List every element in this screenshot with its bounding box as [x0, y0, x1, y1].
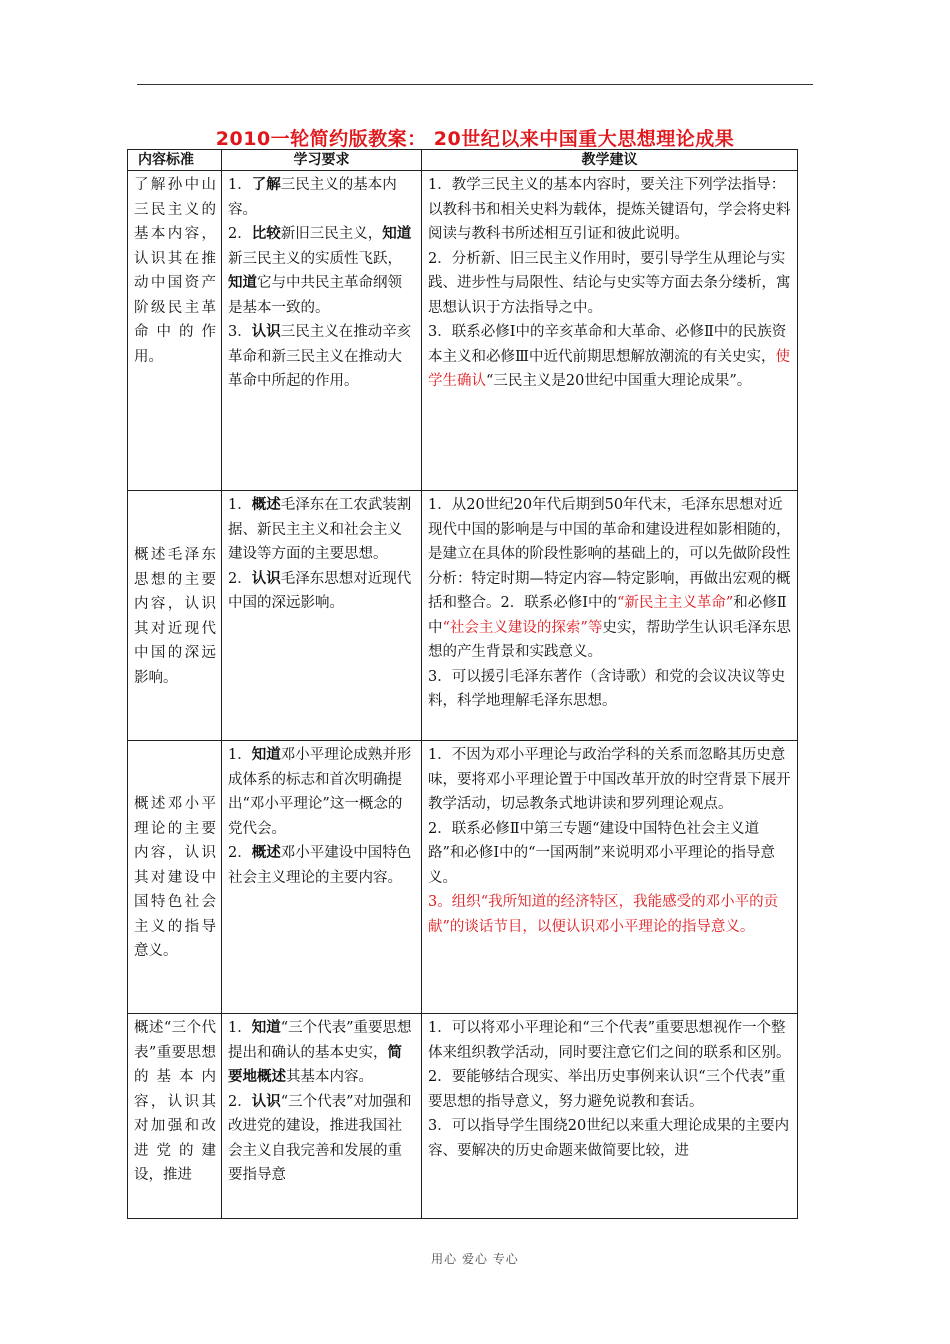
suggestions-cell [422, 741, 798, 1014]
suggestions-cell [422, 1014, 798, 1219]
suggestion-item: 3．可以援引毛泽东著作（含诗歌）和党的会议决议等史料，科学地理解毛泽东思想。 [428, 668, 786, 709]
table-header-row [128, 150, 798, 171]
suggestion-item: 3．可以指导学生围绕20世纪以来重大理论成果的主要内容、要解决的历史命题来做简要比较，进 [428, 1118, 790, 1159]
requirement-item: 1．概述毛泽东在工农武装割据、新民主主义和社会主义建设等方面的主要思想。 [228, 496, 412, 562]
requirement-item: 2．比较新旧三民主义，知道新三民主义的实质性飞跃，知道它与中共民主革命纲领是基本一致的。 [228, 225, 412, 316]
requirement-item: 3．认识三民主义在推动辛亥革命和新三民主义在推动大革命中所起的作用。 [228, 323, 412, 389]
requirements-cell [222, 491, 422, 741]
requirements-cell [222, 171, 422, 491]
suggestion-item: 1．从20世纪20年代后期到50年代末，毛泽东思想对近现代中国的影响是与中国的革命和建设进程如影相随的，是建立在具体的阶段性影响的基础上的，可以先做阶段性分析：特定时期—特定内容—特定影响，再做出宏观的概括和整合。2．联系必修Ⅰ中的“新民主主义革命”和必修Ⅱ中“社会主义建设的探索”等史实，帮助学生认识毛泽东思想的产生背景和实践意义。 [428, 497, 791, 660]
requirement-item: 1．知道“三个代表”重要思想提出和确认的基本史实，简要地概述其基本内容。 [228, 1019, 412, 1085]
table-row [128, 171, 798, 491]
standard-cell: 概述毛泽东思想的主要内容，认识其对近现代中国的深远影响。 [128, 491, 222, 741]
page-title: 2010一轮简约版教案： 20世纪以来中国重大思想理论成果 [215, 128, 735, 150]
requirement-item: 2．认识“三个代表”对加强和改进党的建设，推进我国社会主义自我完善和发展的重要指导意 [228, 1092, 412, 1183]
suggestion-item: 3。组织“我所知道的经济特区，我能感受的邓小平的贡献”的谈话节目，以便认识邓小平理论的指导意义。 [428, 894, 779, 935]
suggestion-item: 2．要能够结合现实、举出历史事例来认识“三个代表”重要思想的指导意义，努力避免说教和套话。 [428, 1069, 786, 1110]
table-row [128, 741, 798, 1014]
suggestion-item: 2．联系必修Ⅱ中第三专题“建设中国特色社会主义道路”和必修Ⅰ中的“一国两制”来说明邓小平理论的指导意义。 [428, 820, 775, 886]
requirement-item: 2．认识毛泽东思想对近现代中国的深远影响。 [228, 569, 412, 611]
standard-cell: 概述“三个代表”重要思想的基本内容，认识其对加强和改进党的建设，推进 [128, 1014, 222, 1219]
suggestion-item: 1．可以将邓小平理论和“三个代表”重要思想视作一个整体来组织教学活动，同时要注意它们之间的联系和区别。 [428, 1020, 791, 1061]
header-suggestions: 教学建议 [422, 150, 798, 171]
standard-cell: 概述邓小平理论的主要内容，认识其对建设中国特色社会主义的指导意义。 [128, 741, 222, 1014]
table-row [128, 491, 798, 741]
requirement-item: 1．了解三民主义的基本内容。 [228, 176, 397, 218]
lesson-table [127, 149, 798, 1219]
requirements-cell [222, 741, 422, 1014]
suggestion-item: 1．不因为邓小平理论与政治学科的关系而忽略其历史意味，要将邓小平理论置于中国改革开放的时空背景下展开教学活动，切忌教条式地讲读和罗列理论观点。 [428, 747, 791, 812]
suggestions-cell [422, 171, 798, 491]
suggestions-cell [422, 491, 798, 741]
suggestion-item: 3．联系必修Ⅰ中的辛亥革命和大革命、必修Ⅱ中的民族资本主义和必修Ⅲ中近代前期思想解放潮流的有关史实，使学生确认“三民主义是20世纪中国重大理论成果”。 [428, 324, 790, 389]
header-standard: 内容标准 [128, 150, 222, 171]
suggestion-item: 1．教学三民主义的基本内容时，要关注下列学法指导：以教科书和相关史料为载体，提炼关键语句，学会将史料阅读与教科书所述相互引证和彼此说明。 [428, 177, 791, 242]
requirements-cell [222, 1014, 422, 1219]
suggestion-item: 2．分析新、旧三民主义作用时，要引导学生从理论与实践、进步性与局限性、结论与史实等方面去条分缕析，寓思想认识于方法指导之中。 [428, 250, 791, 316]
standard-cell: 了解孙中山三民主义的基本内容，认识其在推动中国资产阶级民主革命中的作用。 [128, 171, 222, 491]
table-row [128, 1014, 798, 1219]
page-footer: 用心 爱心 专心 [431, 1252, 519, 1266]
requirement-item: 2．概述邓小平建设中国特色社会主义理论的主要内容。 [228, 844, 412, 886]
header-requirements: 学习要求 [222, 150, 422, 171]
requirement-item: 1．知道邓小平理论成熟并形成体系的标志和首次明确提出“邓小平理论”这一概念的党代会。 [228, 746, 412, 837]
header-rule [137, 84, 813, 85]
